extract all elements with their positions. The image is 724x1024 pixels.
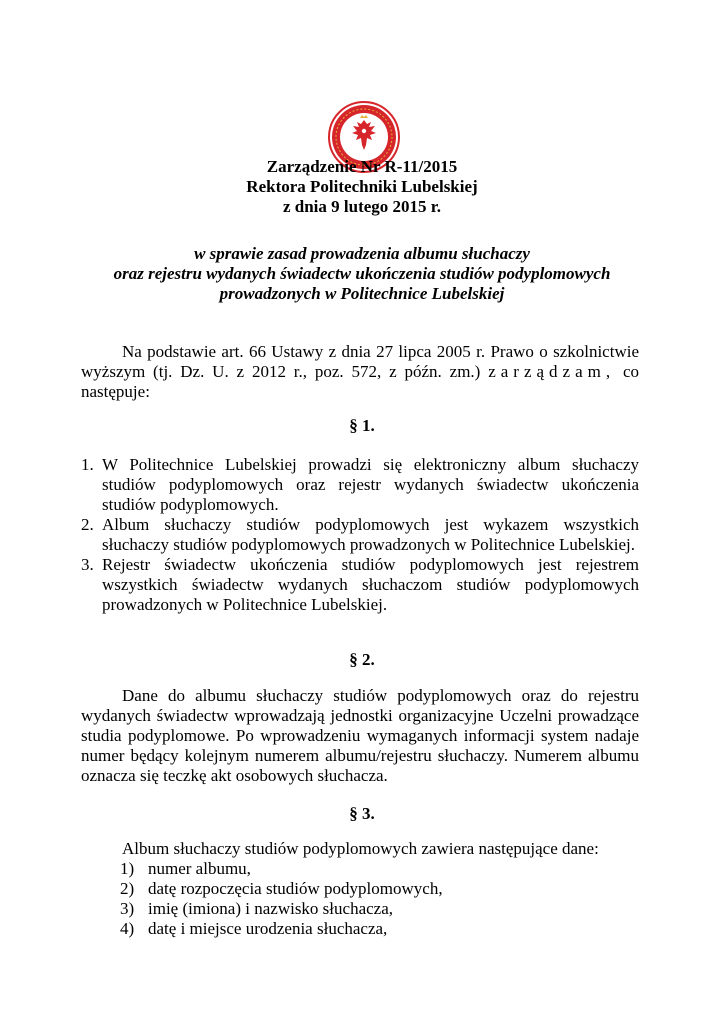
document-header — [0, 157, 724, 217]
subject-line-2: oraz rejestru wydanych świadectw ukończenia studiów podyplomowych — [113, 264, 611, 283]
list-item — [120, 919, 640, 939]
list-item-number: 1. — [81, 455, 94, 474]
list-item-number: 4) — [120, 919, 135, 938]
section-1-heading: § 1. — [349, 416, 375, 435]
list-item — [81, 455, 639, 515]
subject-line-1: w sprawie zasad prowadzenia albumu słuchaczy — [194, 244, 530, 263]
list-item-number: 3) — [120, 899, 135, 918]
decree-date: z dnia 9 lutego 2015 r. — [282, 197, 442, 216]
list-item-text: datę rozpoczęcia studiów podyplomowych, — [148, 879, 443, 898]
list-item-text: datę i miejsce urodzenia słuchacza, — [148, 919, 388, 938]
list-item — [120, 899, 640, 919]
list-item-number: 3. — [81, 555, 94, 574]
section-1-list — [81, 455, 639, 615]
list-item — [120, 859, 640, 879]
preamble-text-before: Na podstawie art. 66 Ustawy z dnia 27 lipca 2005 r. Prawo o szkolnictwie wyższym (tj. Dz. U. z 2012 r., poz. 572, z późn. zm.) — [81, 342, 639, 381]
list-item-number: 1) — [120, 859, 135, 878]
list-item-number: 2) — [120, 879, 135, 898]
list-item — [81, 515, 639, 555]
decree-subject — [0, 244, 724, 304]
list-item-text: imię (imiona) i nazwisko słuchacza, — [148, 899, 393, 918]
section-2-text: Dane do albumu słuchaczy studiów podyplomowych oraz do rejestru wydanych świadectw wprowadzają jednostki organizacyjne Uczelni prowadzące studia podyplomowe. Po wprowadzeniu wymaganych informacji system nadaje numer będący kolejnym numerem albumu/rejestru słuchaczy. Numerem albumu oznacza się teczkę akt osobowych słuchacza. — [81, 686, 639, 785]
section-3-list — [120, 859, 640, 939]
decree-number: Zarządzenie Nr R-11/2015 — [266, 157, 458, 176]
section-3-intro: Album słuchaczy studiów podyplomowych zawiera następujące dane: — [122, 839, 599, 858]
list-item-text: Rejestr świadectw ukończenia studiów podyplomowych jest rejestrem wszystkich świadectw wydanych słuchaczom studiów podyplomowych prowadzonych w Politechnice Lubelskiej. — [102, 555, 639, 614]
section-2-heading: § 2. — [349, 650, 375, 669]
subject-line-3: prowadzonych w Politechnice Lubelskiej — [219, 284, 505, 303]
list-item — [120, 879, 640, 899]
section-3-heading: § 3. — [349, 804, 375, 823]
list-item-number: 2. — [81, 515, 94, 534]
list-item-text: Album słuchaczy studiów podyplomowych jest wykazem wszystkich słuchaczy studiów podyplomowych prowadzonych w Politechnice Lubelskiej. — [102, 515, 639, 554]
decree-word: zarządzam, — [488, 362, 616, 381]
preamble-text-after: co następuje: — [81, 362, 640, 401]
list-item — [81, 555, 639, 615]
list-item-text: numer albumu, — [148, 859, 251, 878]
issuer: Rektora Politechniki Lubelskiej — [246, 177, 478, 196]
list-item-text: W Politechnice Lubelskiej prowadzi się elektroniczny album słuchaczy studiów podyplomowych oraz rejestr wydanych świadectw ukończenia studiów podyplomowych. — [102, 455, 639, 514]
preamble — [81, 342, 639, 402]
